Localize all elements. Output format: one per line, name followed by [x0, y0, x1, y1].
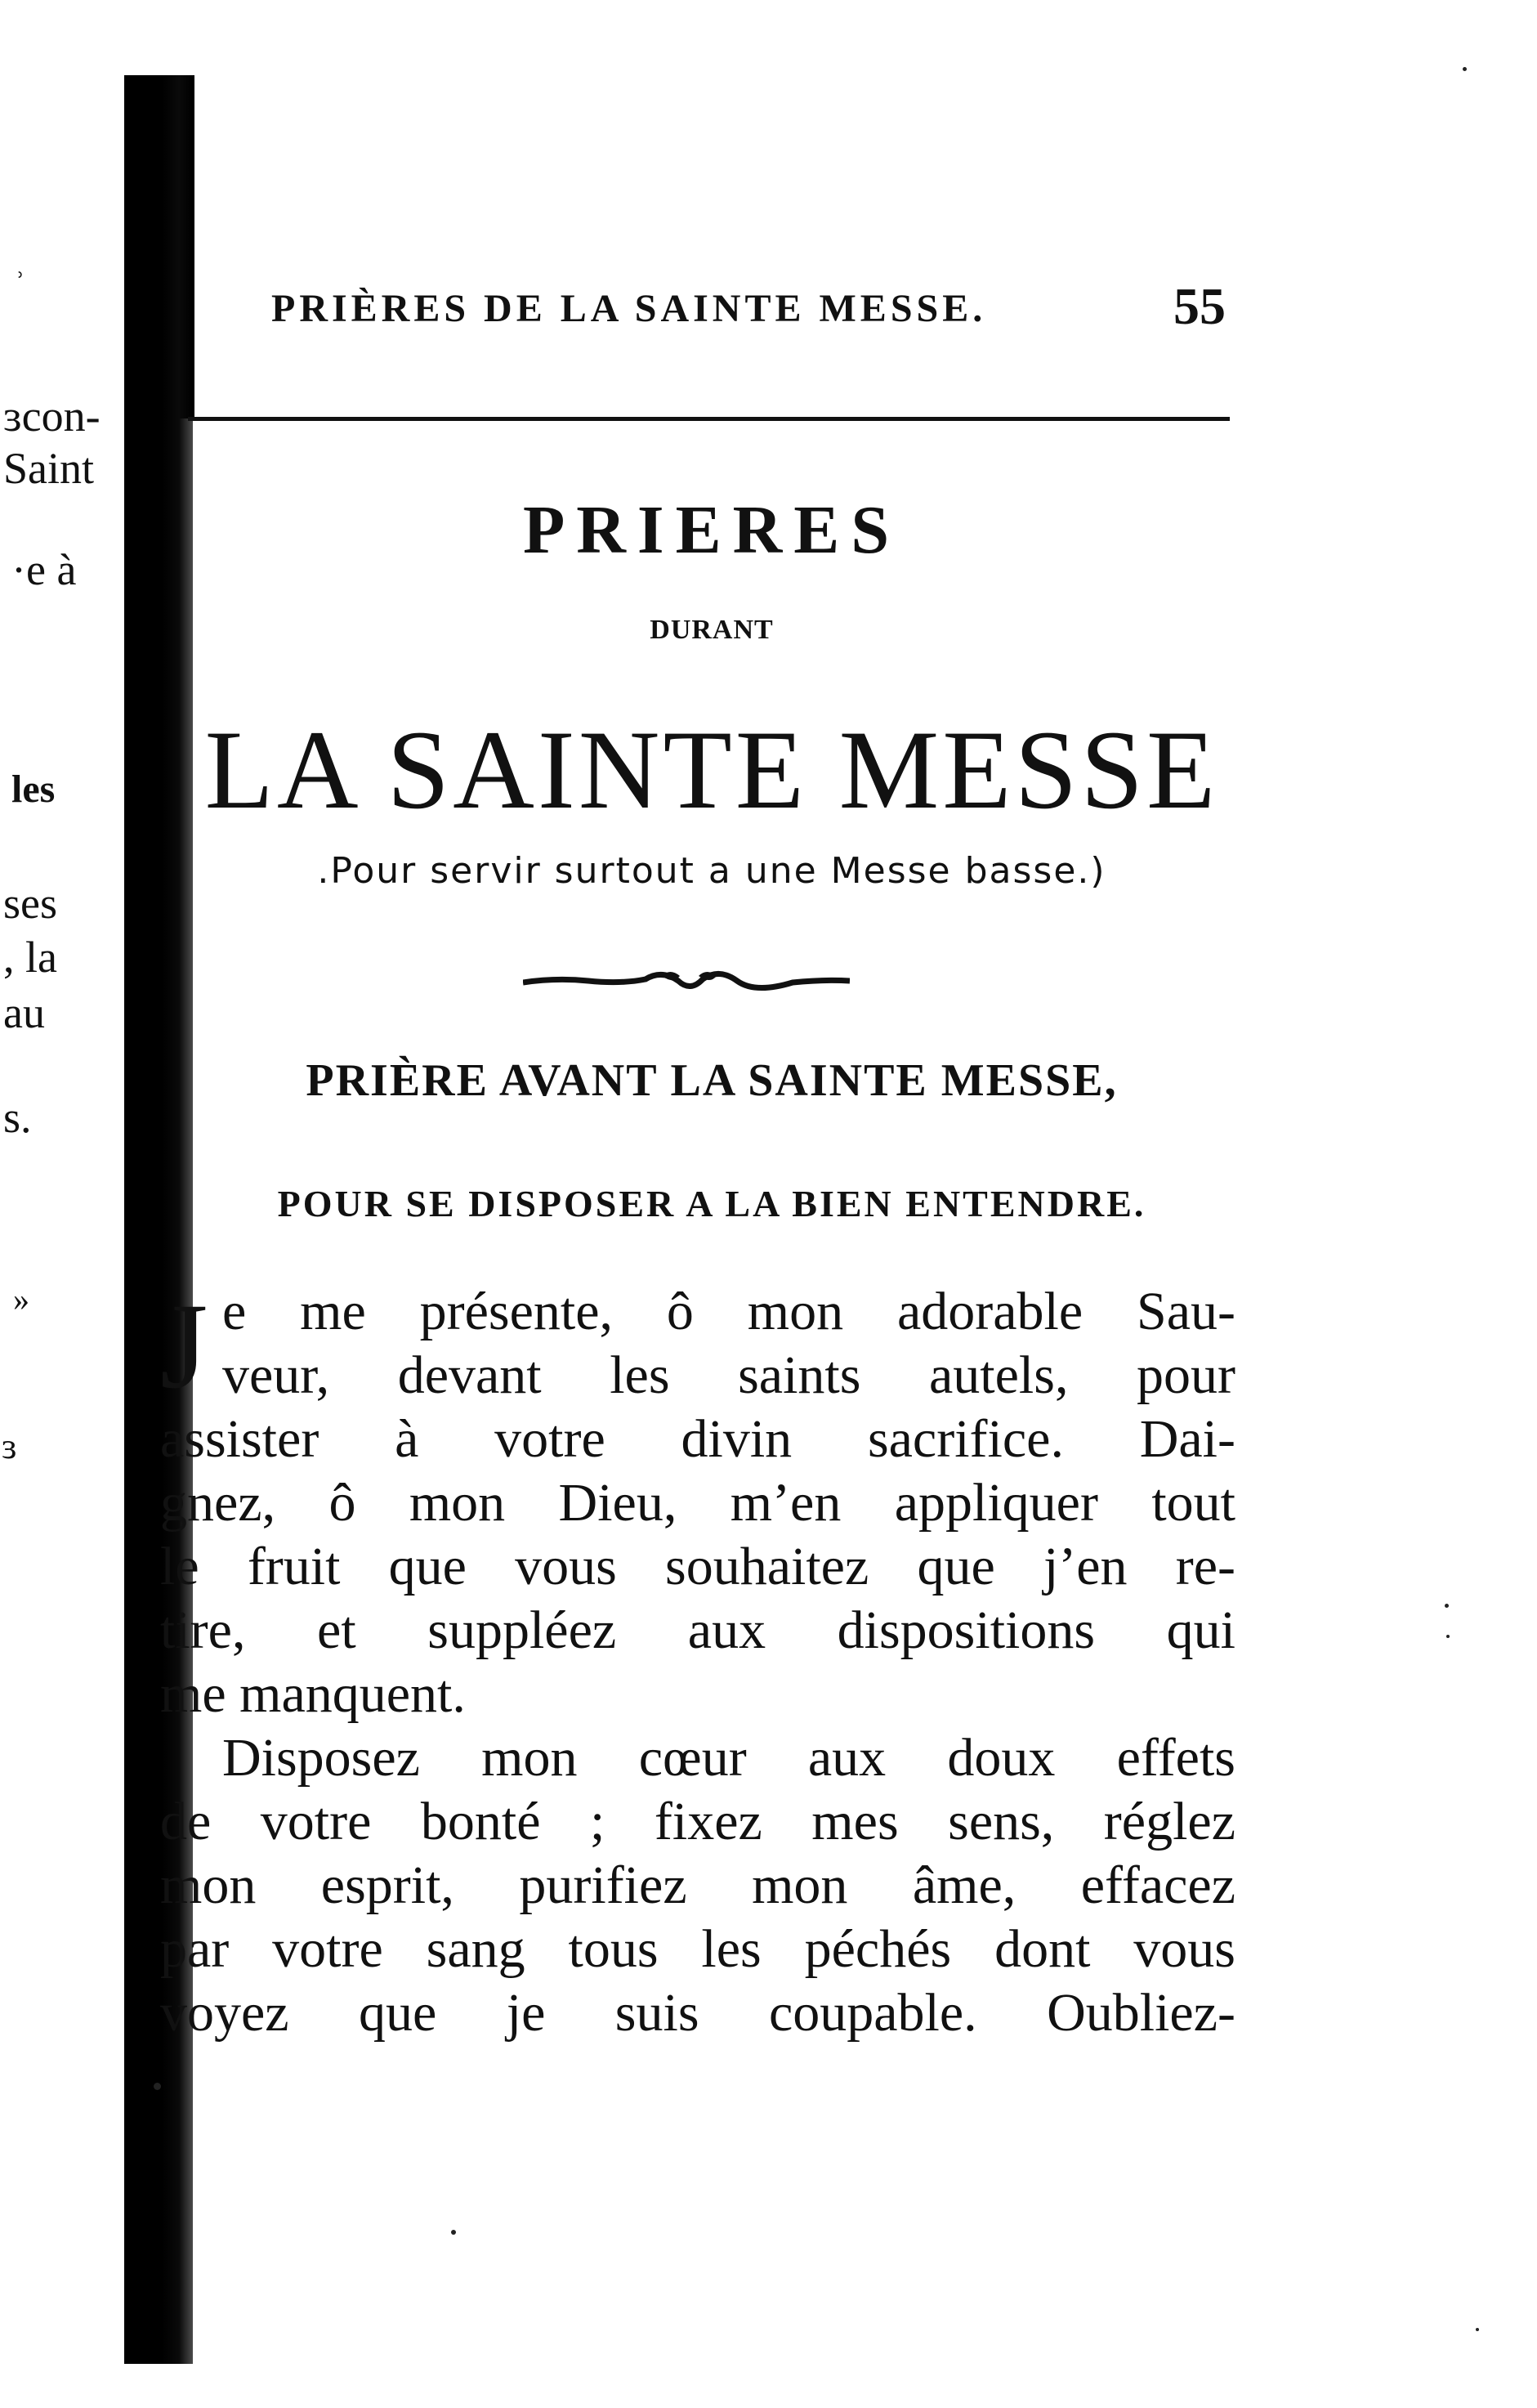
running-title: PRIÈRES DE LA SAINTE MESSE.	[271, 287, 987, 330]
left-fragment-text: ɜcon-	[3, 392, 101, 441]
left-fragment-text: »	[13, 1281, 29, 1318]
header-rule	[188, 417, 1230, 421]
ornament-divider-icon	[523, 965, 850, 997]
body-text	[160, 1280, 1235, 2045]
left-fragment-text: Saint	[3, 444, 95, 493]
speck	[154, 2083, 161, 2090]
text-line: assister à votre divin sacrifice. Dai-	[160, 1409, 1235, 1469]
speck	[451, 2230, 456, 2235]
left-fragment-text: ses	[3, 879, 57, 928]
drop-cap: J	[160, 1278, 208, 1414]
page-number: 55	[1173, 277, 1226, 335]
text-line: voyez que je suis coupable. Oubliez-	[160, 1983, 1235, 2043]
left-fragment-text: ɜ	[2, 1426, 17, 1466]
running-header	[271, 276, 1226, 333]
chapter-title: PRIERES	[522, 492, 901, 568]
section-title: PRIÈRE AVANT LA SAINTE MESSE,	[306, 1055, 1118, 1106]
text-line: de votre bonté ; fixez mes sens, réglez	[160, 1792, 1235, 1851]
left-fragment-text: ·e à	[11, 545, 77, 594]
text-line: e me présente, ô mon adorable Sau-	[222, 1282, 1235, 1341]
text-line: veur, devant les saints autels, pour	[222, 1345, 1235, 1405]
speck	[1445, 1604, 1449, 1608]
section-subtitle: POUR SE DISPOSER A LA BIEN ENTENDRE.	[277, 1183, 1146, 1224]
speck	[1476, 2328, 1479, 2331]
chapter-subtitle: .Pour servir surtout a une Messe basse.)	[317, 850, 1106, 892]
text-line: gnez, ô mon Dieu, m’en appliquer tout	[160, 1473, 1235, 1533]
chapter-main-title: LA SAINTE MESSE	[204, 707, 1219, 832]
text-line: par votre sang tous les péchés dont vous	[160, 1919, 1235, 1979]
text-line: mon esprit, purifiez mon âme, effacez	[160, 1855, 1235, 1915]
left-fragment-text: au	[3, 988, 45, 1037]
text-line: Disposez mon cœur aux doux effets	[222, 1728, 1235, 1788]
left-fragment-text: s.	[3, 1093, 32, 1142]
speck	[1463, 67, 1467, 71]
speck	[1446, 1635, 1450, 1638]
left-fragment-text: les	[11, 768, 56, 811]
text-line: me manquent.	[160, 1664, 466, 1724]
left-fragment-text: ʾ	[15, 266, 26, 302]
text-line: le fruit que vous souhaitez que j’en re-	[160, 1537, 1235, 1596]
left-fragment-text: , la	[3, 933, 57, 982]
chapter-connector: DURANT	[650, 615, 774, 645]
text-line: tire, et suppléez aux dispositions qui	[160, 1600, 1235, 1660]
